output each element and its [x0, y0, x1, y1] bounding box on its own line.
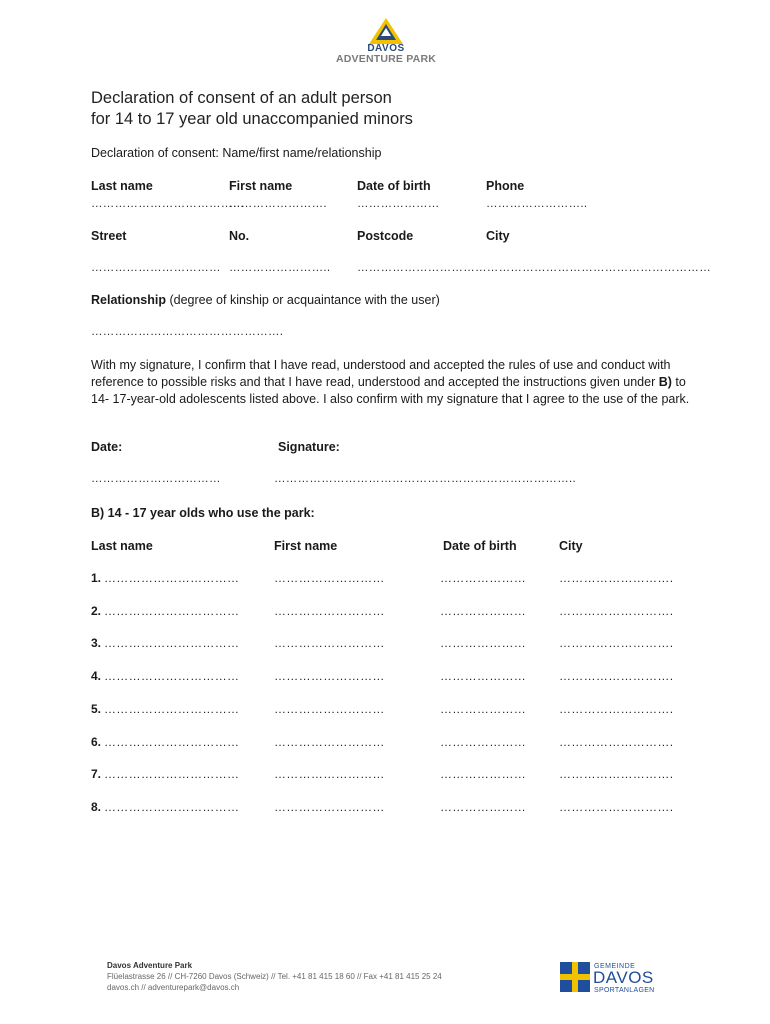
minor-last-name-field[interactable]: …………………………… [104, 604, 240, 618]
minor-first-name-field[interactable]: ……………………… [274, 669, 385, 683]
minor-row [0, 669, 770, 687]
minors-city-header: City [559, 539, 583, 553]
relationship-hint: (degree of kinship or acquaintance with the user) [166, 293, 440, 307]
minor-last-name-field[interactable]: …………………………… [104, 767, 240, 781]
minor-dob-field[interactable]: ………………… [440, 636, 527, 650]
first-name-label: First name [229, 179, 293, 193]
row-number: 2. [91, 604, 102, 618]
minors-dob-header: Date of birth [443, 539, 517, 553]
minor-first-name-field[interactable]: ……………………… [274, 571, 385, 585]
minor-dob-field[interactable]: ………………… [440, 702, 527, 716]
minor-first-name-field[interactable]: ……………………… [274, 636, 385, 650]
minor-first-name-field[interactable]: ……………………… [274, 702, 385, 716]
minor-last-name-field[interactable]: …………………………… [104, 800, 240, 814]
minor-row [0, 571, 770, 589]
minor-first-name-field[interactable]: ……………………… [274, 767, 385, 781]
row-number: 8. [91, 800, 102, 814]
phone-label: Phone [486, 179, 525, 193]
minor-dob-field[interactable]: ………………… [440, 571, 527, 585]
house-number-label: No. [229, 229, 250, 243]
minors-last-name-header: Last name [91, 539, 153, 553]
swiss-cross-icon [560, 962, 590, 992]
street-field[interactable]: …………………………… [91, 262, 221, 274]
dob-label: Date of birth [357, 179, 431, 193]
phone-field[interactable]: …………………….. [486, 198, 588, 210]
footer-org: Davos Adventure Park [107, 961, 193, 970]
minor-last-name-field[interactable]: …………………………… [104, 571, 240, 585]
minor-city-field[interactable]: ………………………. [559, 702, 674, 716]
minor-first-name-field[interactable]: ……………………… [274, 735, 385, 749]
minor-row [0, 636, 770, 654]
minor-first-name-field[interactable]: ……………………… [274, 604, 385, 618]
minor-dob-field[interactable]: ………………… [440, 735, 527, 749]
footer-address [107, 960, 442, 993]
logo-subtitle: ADVENTURE PARK [335, 53, 437, 65]
consent-paragraph [91, 357, 691, 407]
minor-dob-field[interactable]: ………………… [440, 767, 527, 781]
postcode-city-field[interactable]: ……………………………………………………………………………… [357, 262, 711, 274]
minor-dob-field[interactable]: ………………… [440, 669, 527, 683]
city-label: City [486, 229, 510, 243]
minor-row [0, 702, 770, 720]
minor-city-field[interactable]: ………………………. [559, 735, 674, 749]
minor-last-name-field[interactable]: …………………………… [104, 702, 240, 716]
minor-last-name-field[interactable]: …………………………… [104, 636, 240, 650]
street-label: Street [91, 229, 127, 243]
relationship-label: Relationship [91, 293, 167, 307]
minor-city-field[interactable]: ………………………. [559, 636, 674, 650]
minor-city-field[interactable]: ………………………. [559, 800, 674, 814]
row-number: 3. [91, 636, 102, 650]
paragraph-part-1: With my signature, I confirm that I have read, understood and accepted the rules of use and conduct with reference to possible risks and that I have read, understood and accepted the instructions given under [91, 358, 671, 389]
row-number: 6. [91, 735, 102, 749]
minor-first-name-field[interactable]: ……………………… [274, 800, 385, 814]
page-title [91, 88, 413, 130]
gemeinde-top: GEMEINDE [594, 963, 636, 970]
minor-row [0, 767, 770, 785]
signature-label: Signature: [278, 440, 340, 454]
title-line-1: Declaration of consent of an adult person [91, 89, 392, 107]
logo-name: DAVOS [367, 43, 405, 54]
row-number: 1. [91, 571, 102, 585]
date-label: Date: [91, 440, 123, 454]
minor-row [0, 735, 770, 753]
postcode-label: Postcode [357, 229, 414, 243]
signature-field[interactable]: ………………………………………………………………….. [274, 473, 576, 485]
first-name-field[interactable]: ……………………. [229, 198, 327, 210]
minors-first-name-header: First name [274, 539, 338, 553]
gemeinde-main: DAVOS [593, 968, 654, 987]
title-line-2: for 14 to 17 year old unaccompanied minors [91, 110, 413, 128]
paragraph-part-2: to 14- 17-year-old adolescents listed above. I also confirm with my signature that I agree to the use of the park. [91, 374, 690, 406]
row-number: 7. [91, 767, 102, 781]
row-number: 4. [91, 669, 102, 683]
minor-last-name-field[interactable]: …………………………… [104, 669, 240, 683]
paragraph-bold-ref: B) [658, 374, 672, 389]
minor-city-field[interactable]: ………………………. [559, 669, 674, 683]
gemeinde-bottom: SPORTANLAGEN [594, 987, 655, 994]
mountain-logo-icon [369, 18, 403, 44]
minors-heading: B) 14 - 17 year olds who use the park: [91, 506, 315, 520]
consent-label: Declaration of consent: Name/first name/relationship [91, 146, 382, 160]
minor-dob-field[interactable]: ………………… [440, 800, 527, 814]
row-number: 5. [91, 702, 102, 716]
minor-city-field[interactable]: ………………………. [559, 604, 674, 618]
relationship-line [91, 292, 440, 308]
gemeinde-davos-logo [560, 960, 680, 996]
minor-dob-field[interactable]: ………………… [440, 604, 527, 618]
minor-last-name-field[interactable]: …………………………… [104, 735, 240, 749]
minor-city-field[interactable]: ………………………. [559, 767, 674, 781]
footer-web: davos.ch // adventurepark@davos.ch [107, 983, 240, 992]
house-number-field[interactable]: …………………….. [229, 262, 331, 274]
footer-contact: Flüelastrasse 26 // CH-7260 Davos (Schweiz) // Tel. +41 81 415 18 60 // Fax +41 81 415 25 24 [107, 972, 442, 981]
last-name-field[interactable]: ………………………………… [91, 198, 245, 210]
minor-row [0, 604, 770, 622]
davos-adventure-park-logo [330, 18, 442, 74]
minor-row [0, 800, 770, 818]
last-name-label: Last name [91, 179, 153, 193]
date-field[interactable]: …………………………… [91, 473, 221, 485]
relationship-field[interactable]: …………………………………………. [91, 326, 284, 338]
dob-field[interactable]: ………………… [357, 198, 440, 210]
minor-city-field[interactable]: ………………………. [559, 571, 674, 585]
